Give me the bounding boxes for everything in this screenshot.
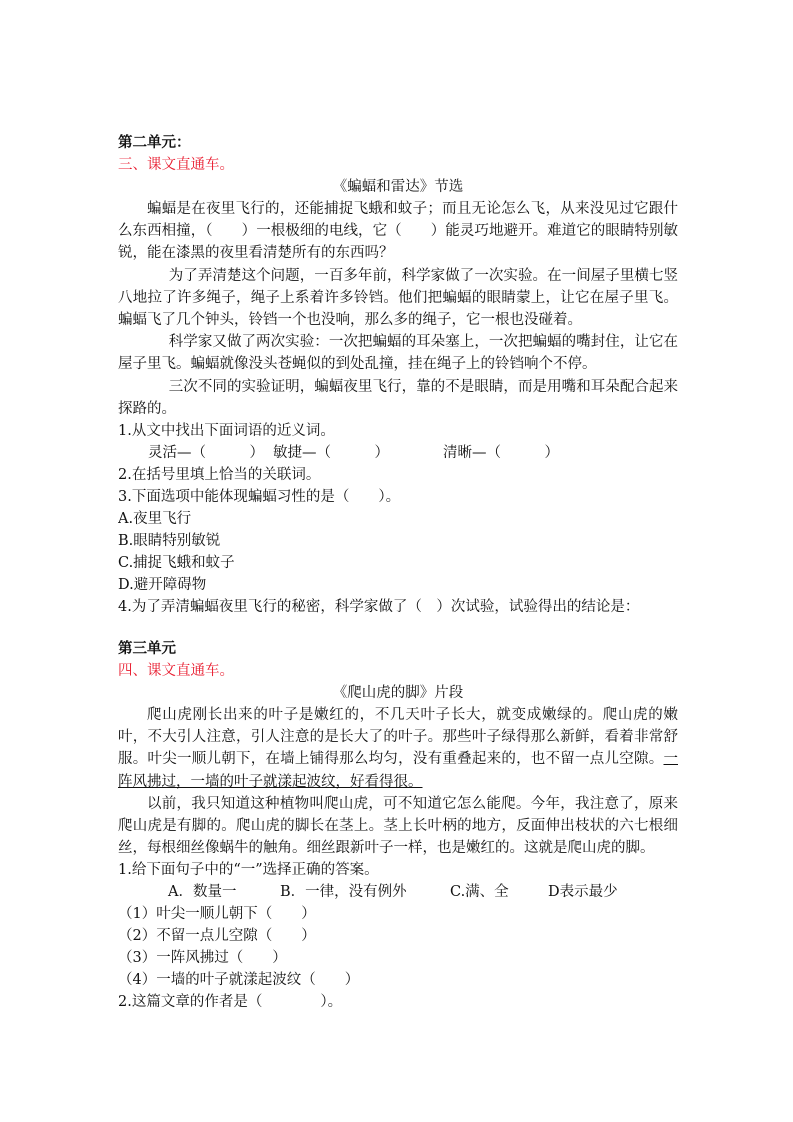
- unit3-q1-item-3: （3）一阵风拂过（ ）: [118, 950, 287, 967]
- unit2-section-title: 三、课文直通车。: [118, 157, 234, 173]
- unit3-paragraph-1: [118, 704, 678, 793]
- unit2-question-3: 3.下面选项中能体现蝙蝠习性的是（ ）。: [118, 489, 401, 506]
- unit3-question-1: 1.给下面句子中的“一”选择正确的答案。: [118, 862, 379, 879]
- q3-option-b: B.眼睛特别敏锐: [118, 533, 221, 550]
- choice-b: B．一律，没有例外: [280, 884, 407, 901]
- q1-item-3: 清晰—（ ）: [443, 445, 559, 462]
- unit2-paragraph-1: 蝙蝠是在夜里飞行的，还能捕捉飞蛾和蚊子；而且无论怎么飞，从来没见过它跟什么东西相撞，（ ）一根极细的电线，它（ ）能灵巧地避开。难道它的眼睛特别敏锐，能在漆黑的夜里看清楚所有的东西吗？: [118, 201, 678, 262]
- unit2-question-4: 4.为了弄清蝙蝠夜里飞行的秘密，科学家做了（ ）次试验，试验得出的结论是：: [118, 599, 640, 616]
- unit2-paragraph-4: 三次不同的实验证明，蝙蝠夜里飞行，靠的不是眼睛，而是用嘴和耳朵配合起来探路的。: [118, 378, 678, 417]
- unit2-paragraph-2: 为了弄清楚这个问题，一百多年前，科学家做了一次实验。在一间屋子里横七竖八地拉了许多绳子，绳子上系着许多铃铛。他们把蝙蝠的眼睛蒙上，让它在屋子里飞。蝙蝠飞了几个钟头，铃铛一个也没响，那么多的绳子，它一根也没碰着。: [118, 267, 678, 329]
- q1-item-2: 敏捷—（ ）: [273, 445, 389, 462]
- unit2-heading: 第二单元：: [118, 134, 191, 151]
- unit3-passage-title: 《爬山虎的脚》片段: [332, 685, 464, 702]
- unit3-q1-item-4: （4）一墙的叶子就漾起波纹（ ）: [118, 972, 360, 989]
- choice-d: D表示最少: [548, 884, 618, 901]
- q3-option-c: C.捕捉飞蛾和蚊子: [118, 555, 235, 572]
- unit3-question-2: 2.这篇文章的作者是（ ）。: [118, 994, 343, 1011]
- choice-c: C.满、全: [450, 884, 509, 901]
- unit3-q1-item-2: （2）不留一点儿空隙（ ）: [118, 928, 316, 945]
- unit2-paragraph-3: 科学家又做了两次实验：一次把蝙蝠的耳朵塞上，一次把蝙蝠的嘴封住，让它在屋子里飞。蝙蝠就像没头苍蝇似的到处乱撞，挂在绳子上的铃铛响个不停。: [118, 334, 678, 373]
- unit3-paragraph-2: 以前，我只知道这种植物叫爬山虎，可不知道它怎么能爬。今年，我注意了，原来爬山虎是有脚的。爬山虎的脚长在茎上。茎上长叶柄的地方，反面伸出枝状的六七根细丝，每根细丝像蜗牛的触角。细丝跟新叶子一样，也是嫩红的。这就是爬山虎的脚。: [118, 795, 678, 857]
- choice-a: A．数量一: [168, 884, 237, 901]
- unit3-paragraph-1-text: 爬山虎刚长出来的叶子是嫩红的，不几天叶子长大，就变成嫩绿的。爬山虎的嫩叶，不大引人注意，引人注意的是长大了的叶子。那些叶子绿得那么新鲜，看着非常舒服。叶尖一顺儿朝下，在墙上铺得那么均匀，没有重叠起来的，也不留一点儿空隙。: [118, 707, 678, 768]
- unit3-question-1-choices: [118, 881, 678, 903]
- unit3-heading: 第三单元: [118, 640, 176, 658]
- unit2-question-1: 1.从文中找出下面词语的近义词。: [118, 423, 335, 440]
- unit3-section-title: 四、课文直通车。: [118, 663, 234, 680]
- unit3-q1-item-1: （1）叶尖一顺儿朝下（ ）: [118, 906, 316, 923]
- unit2-question-1-items: [118, 442, 678, 464]
- worksheet-page: [118, 132, 678, 1013]
- q3-option-a: A.夜里飞行: [118, 511, 192, 528]
- q3-option-d: D.避开障碍物: [118, 577, 207, 594]
- unit3-underlined-sentence: 一阵风拂过，一墙的叶子就漾起波纹，好看得很。: [118, 751, 678, 790]
- unit2-passage-title: 《蝙蝠和雷达》节选: [332, 179, 464, 195]
- unit2-question-2: 2.在括号里填上恰当的关联词。: [118, 467, 321, 484]
- q1-item-1: 灵活—（ ）: [148, 445, 264, 462]
